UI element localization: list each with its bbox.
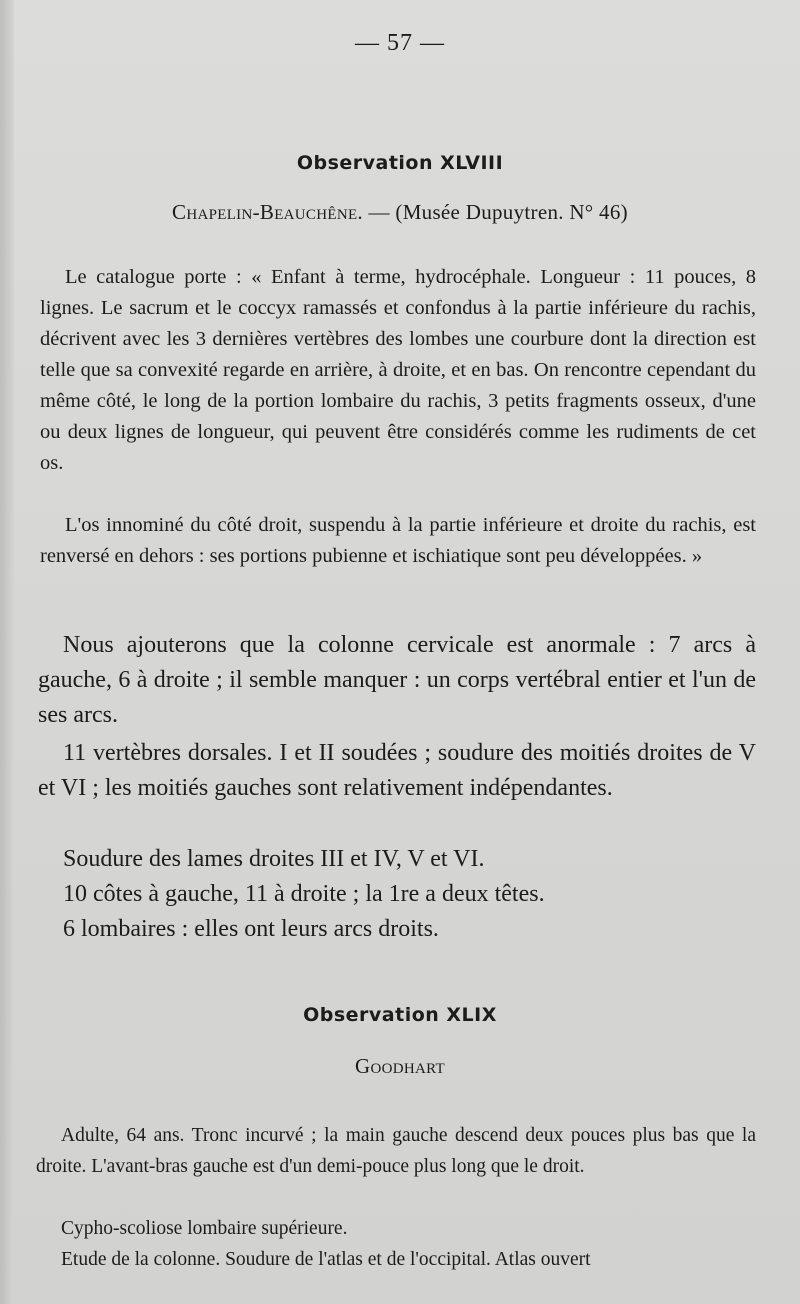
observation-48-author: Chapelin-Beauchêne.	[172, 200, 363, 224]
observation-48-paragraph-2: L'os innominé du côté droit, suspendu à la partie inférieure et droite du rachis, est renversé en dehors : ses portions pubienne et ischiatique sont peu développées. »	[40, 514, 756, 567]
observation-48-note-1: Nous ajouterons que la colonne cervicale est anormale : 7 arcs à gauche, 6 à droite ; il semble manquer : un corps vertébral entier et l'un de ses arcs.	[38, 632, 756, 728]
observation-48-note-4: 10 côtes à gauche, 11 à droite ; la 1re a deux têtes.	[63, 881, 545, 907]
observation-49-paragraph-2: Cypho-scoliose lombaire supérieure.	[61, 1218, 348, 1239]
page-binding-edge	[0, 0, 14, 1304]
observation-48-note-3: Soudure des lames droites III et IV, V et VI.	[63, 846, 485, 872]
observation-48-source: — (Musée Dupuytren. N° 46)	[368, 200, 628, 224]
observation-48-title: Observation XLVIII	[296, 152, 504, 174]
observation-48-note-2: 11 vertèbres dorsales. I et II soudées ; soudure des moitiés droites de V et VI ; les moitiés gauches sont relativement indépendantes.	[38, 740, 756, 801]
observation-49-paragraph-1: Adulte, 64 ans. Tronc incurvé ; la main gauche descend deux pouces plus bas que la droite. L'avant-bras gauche est d'un demi-pouce plus long que le droit.	[36, 1125, 756, 1177]
page-number: — 57 —	[355, 30, 445, 56]
observation-48-paragraph-1: Le catalogue porte : « Enfant à terme, hydrocéphale. Longueur : 11 pouces, 8 lignes. Le sacrum et le coccyx ramassés et confondus à la partie inférieure du rachis, décrivent avec les 3 dernières vertèbres des lombes une courbure dont la direction est telle que sa convexité regarde en arrière, à droite, et en bas. On rencontre cependant du même côté, le long de la portion lombaire du rachis, 3 petits fragments osseux, d'une ou deux lignes de longueur, qui peuvent être considérés comme les rudiments de cet os.	[40, 266, 756, 474]
observation-49-author: Goodhart	[355, 1054, 445, 1078]
observation-48-note-5: 6 lombaires : elles ont leurs arcs droits.	[63, 916, 439, 942]
observation-49-paragraph-3: Etude de la colonne. Soudure de l'atlas et de l'occipital. Atlas ouvert	[61, 1249, 591, 1270]
observation-49-title: Observation XLIX	[303, 1004, 497, 1026]
observation-48-author-line	[0, 200, 800, 225]
